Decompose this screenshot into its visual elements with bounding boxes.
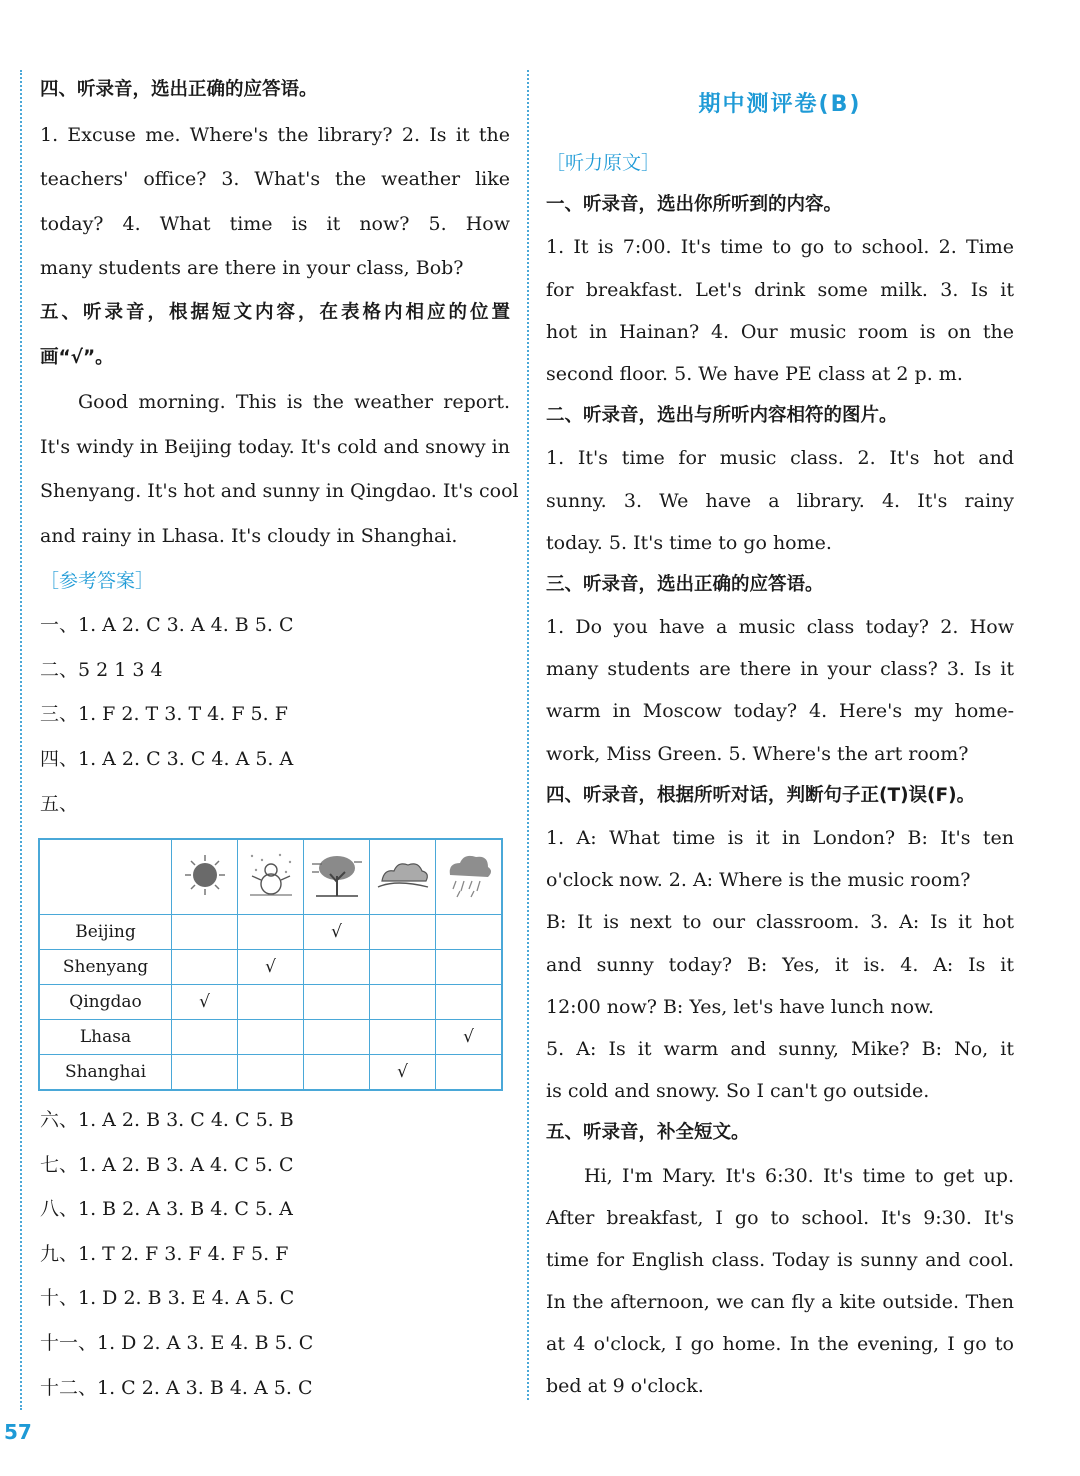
left-sec5-line: It's windy in Beijing today. It's cold and snowy in xyxy=(40,435,510,458)
weather-table-wrapper xyxy=(40,826,510,1098)
answer-row: 三、1. F 2. T 3. T 4. F 5. F xyxy=(40,703,288,726)
check-cell xyxy=(370,985,436,1020)
snowy-icon xyxy=(238,839,304,915)
answer-row: 二、5 2 1 3 4 xyxy=(40,658,163,681)
check-cell: √ xyxy=(304,915,370,950)
check-cell xyxy=(304,1020,370,1055)
right-sec4-line: B: It is next to our classroom. 3. A: Is it hot xyxy=(546,911,1014,934)
answer-row: 七、1. A 2. B 3. A 4. C 5. C xyxy=(40,1153,294,1176)
left-sec5-heading: 五、听录音，根据短文内容，在表格内相应的位置 xyxy=(40,301,510,323)
city-cell: Lhasa xyxy=(39,1020,172,1055)
right-sec3-line: 1. Do you have a music class today? 2. How xyxy=(546,616,1014,639)
right-sec4-line: 1. A: What time is it in London? B: It's ten xyxy=(546,827,1014,849)
right-sec5-line: Hi, I'm Mary. It's 6:30. It's time to get up. xyxy=(584,1164,1014,1187)
weather-icon-row xyxy=(39,839,502,915)
right-sec2-heading: 二、听录音，选出与所听内容相符的图片。 xyxy=(546,405,898,427)
left-sec4-line: 1. Excuse me. Where's the library? 2. Is it the xyxy=(40,123,510,146)
answer-row: 十二、1. C 2. A 3. B 4. A 5. C xyxy=(40,1376,313,1399)
left-margin-rule xyxy=(20,70,22,1410)
right-sec5-heading: 五、听录音，补全短文。 xyxy=(546,1122,750,1144)
table-corner-cell xyxy=(39,839,172,915)
right-sec2-line: sunny. 3. We have a library. 4. It's rainy xyxy=(546,489,1014,512)
left-sec5-heading-cont: 画“√”。 xyxy=(40,346,114,368)
table-row xyxy=(39,1055,502,1091)
right-sec2-line: 1. It's time for music class. 2. It's hot and xyxy=(546,447,1014,470)
check-cell xyxy=(172,1055,238,1091)
right-sec1-line: 1. It is 7:00. It's time to go to school. 2. Time xyxy=(546,236,1014,259)
check-cell xyxy=(436,1055,503,1091)
check-cell: √ xyxy=(436,1020,503,1055)
answer-row: 十、1. D 2. B 3. E 4. A 5. C xyxy=(40,1287,295,1310)
check-cell xyxy=(172,1020,238,1055)
right-sec3-line: warm in Moscow today? 4. Here's my home- xyxy=(546,700,1014,723)
check-cell xyxy=(436,950,503,985)
check-cell: √ xyxy=(238,950,304,985)
check-cell xyxy=(370,950,436,985)
right-sec2-line: today. 5. It's time to go home. xyxy=(546,531,832,554)
check-cell xyxy=(436,985,503,1020)
left-column xyxy=(40,68,519,1410)
answer-key-tag: ［参考答案］ xyxy=(40,569,155,592)
column-divider xyxy=(527,70,529,1400)
right-sec3-line: work, Miss Green. 5. Where's the art room? xyxy=(546,742,969,765)
check-cell xyxy=(436,915,503,950)
right-sec5-line: at 4 o'clock, I go home. In the evening, I go to xyxy=(546,1333,1014,1356)
right-sec4-line: and sunny today? B: Yes, it is. 4. A: Is it xyxy=(546,953,1014,976)
left-sec5-line: Shenyang. It's hot and sunny in Qingdao. It's cool xyxy=(40,480,519,503)
check-cell xyxy=(304,985,370,1020)
table-row xyxy=(39,950,502,985)
left-sec4-line: teachers' office? 3. What's the weather like xyxy=(40,168,510,191)
windy-icon xyxy=(304,839,370,915)
right-sec1-line: hot in Hainan? 4. Our music room is on the xyxy=(546,320,1014,343)
answer-row: 九、1. T 2. F 3. F 4. F 5. F xyxy=(40,1242,289,1265)
right-sec3-heading: 三、听录音，选出正确的应答语。 xyxy=(546,573,824,595)
right-sec5-line: In the afternoon, we can fly a kite outside. Then xyxy=(546,1291,1014,1314)
check-cell xyxy=(172,915,238,950)
left-sec4-line: many students are there in your class, Bob? xyxy=(40,257,464,280)
right-sec4-line: 5. A: Is it warm and sunny, Mike? B: No, it xyxy=(546,1037,1014,1060)
right-sec4-heading: 四、听录音，根据所听对话，判断句子正(T)误(F)。 xyxy=(546,784,976,806)
city-cell: Shenyang xyxy=(39,950,172,985)
left-sec4-line: today? 4. What time is it now? 5. How xyxy=(40,212,510,235)
right-sec5-line: time for English class. Today is sunny and cool. xyxy=(546,1248,1014,1271)
right-sec1-line: second floor. 5. We have PE class at 2 p. m. xyxy=(546,362,963,385)
check-cell xyxy=(370,1020,436,1055)
city-cell: Shanghai xyxy=(39,1055,172,1091)
right-sec5-line: After breakfast, I go to school. It's 9:30. It's xyxy=(546,1206,1014,1229)
table-row xyxy=(39,985,502,1020)
table-row xyxy=(39,915,502,950)
right-sec1-line: for breakfast. Let's drink some milk. 3. Is it xyxy=(546,278,1014,301)
check-cell: √ xyxy=(172,985,238,1020)
check-cell xyxy=(238,915,304,950)
right-sec1-heading: 一、听录音，选出你所听到的内容。 xyxy=(546,194,843,216)
answer-row: 一、1. A 2. C 3. A 4. B 5. C xyxy=(40,614,294,637)
check-cell xyxy=(238,1055,304,1091)
table-row xyxy=(39,1020,502,1055)
right-sec3-line: many students are there in your class? 3. Is it xyxy=(546,658,1014,681)
rainy-icon xyxy=(436,839,503,915)
page-number: 57 xyxy=(4,1420,32,1444)
city-cell: Qingdao xyxy=(39,985,172,1020)
check-cell xyxy=(238,1020,304,1055)
weather-table xyxy=(38,838,503,1091)
left-sec5-line: Good morning. This is the weather report. xyxy=(78,391,510,414)
left-sec5-line: and rainy in Lhasa. It's cloudy in Shanghai. xyxy=(40,524,458,547)
right-sec5-line: bed at 9 o'clock. xyxy=(546,1375,704,1398)
right-sec4-line: o'clock now. 2. A: Where is the music room? xyxy=(546,869,971,892)
right-column xyxy=(546,68,1014,1408)
check-cell xyxy=(172,950,238,985)
left-sec4-heading: 四、听录音，选出正确的应答语。 xyxy=(40,79,318,100)
check-cell xyxy=(370,915,436,950)
check-cell: √ xyxy=(370,1055,436,1091)
check-cell xyxy=(304,1055,370,1091)
listening-script-tag: ［听力原文］ xyxy=(546,152,661,174)
answer-row: 四、1. A 2. C 3. C 4. A 5. A xyxy=(40,747,294,770)
cloudy-icon xyxy=(370,839,436,915)
answer-row: 五、 xyxy=(40,792,79,815)
city-cell: Beijing xyxy=(39,915,172,950)
right-sec4-line: 12:00 now? B: Yes, let's have lunch now. xyxy=(546,995,935,1018)
check-cell xyxy=(304,950,370,985)
page-title: 期中测评卷(B) xyxy=(698,92,862,117)
right-sec4-line: is cold and snowy. So I can't go outside. xyxy=(546,1080,930,1103)
answer-row: 十一、1. D 2. A 3. E 4. B 5. C xyxy=(40,1332,314,1355)
sunny-icon xyxy=(172,839,238,915)
check-cell xyxy=(238,985,304,1020)
answer-row: 六、1. A 2. B 3. C 4. C 5. B xyxy=(40,1109,294,1132)
answer-row: 八、1. B 2. A 3. B 4. C 5. A xyxy=(40,1198,293,1221)
